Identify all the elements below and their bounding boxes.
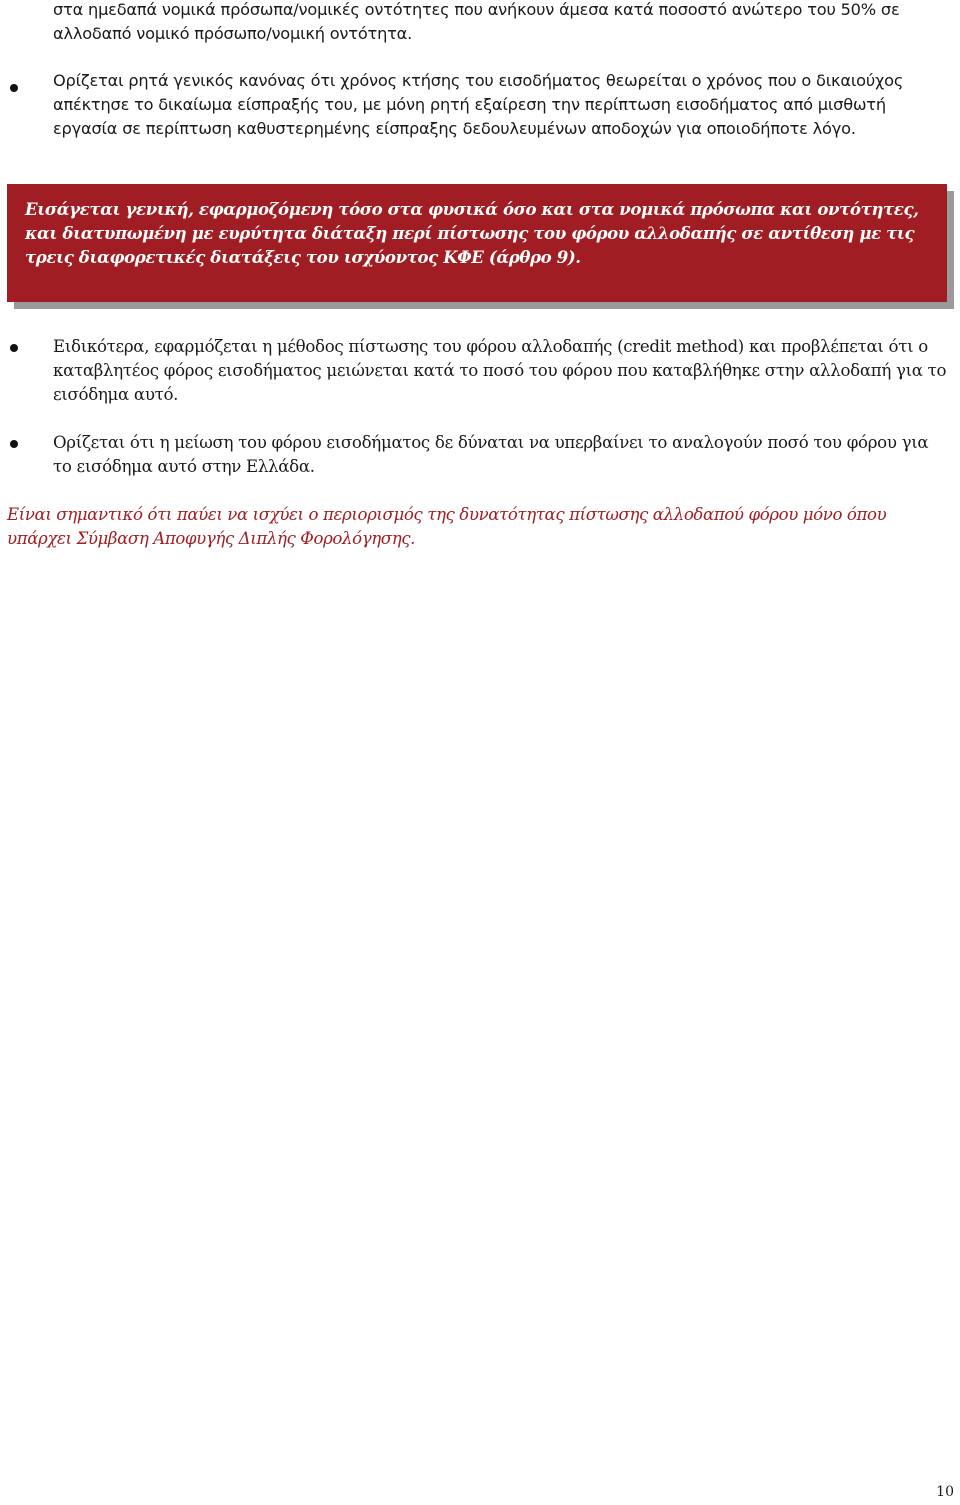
- continuation-paragraph: στα ημεδαπά νομικά πρόσωπα/νομικές οντότητες που ανήκουν άμεσα κατά ποσοστό ανώτερο του 50% σε αλλοδαπό νομικό πρόσωπο/νομική οντότητα.: [53, 0, 900, 43]
- bullet-icon: [10, 344, 18, 352]
- bullet-text: Ορίζεται ότι η μείωση του φόρου εισοδήματος δε δύναται να υπερβαίνει το αναλογούν ποσό του φόρου για το εισόδημα αυτό στην Ελλάδα.: [53, 433, 929, 476]
- page-number: 10: [936, 1484, 954, 1500]
- callout-text: Εισάγεται γενική, εφαρμοζόμενη τόσο στα φυσικά όσο και στα νομικά πρόσωπα και οντότητες, και διατυπωμένη με ευρύτητα διάταξη περί πίστωσης του φόρου αλλοδαπής σε αντίθεση με τις τρεις διαφορετικές διατάξεις του ισχύοντος ΚΦΕ (άρθρο 9).: [25, 199, 919, 267]
- bullet-icon: [10, 440, 18, 448]
- bullet-text: Ορίζεται ρητά γενικός κανόνας ότι χρόνος κτήσης του εισοδήματος θεωρείται ο χρόνος που ο δικαιούχος απέκτησε το δικαίωμα είσπραξής του, με μόνη ρητή εξαίρεση την περίπτωση εισοδήματος από μισθωτή εργασία σε περίπτωση καθυστερημένης είσπραξης δεδουλευμένων αποδοχών για οποιοδήποτε λόγο.: [53, 71, 904, 138]
- important-note: Είναι σημαντικό ότι παύει να ισχύει ο περιορισμός της δυνατότητας πίστωσης αλλοδαπού φόρου μόνο όπου υπάρχει Σύμβαση Αποφυγής Διπλής Φορολόγησης.: [7, 505, 887, 548]
- bullet-icon: [10, 84, 18, 92]
- bullet-text: Ειδικότερα, εφαρμόζεται η μέθοδος πίστωσης του φόρου αλλοδαπής (credit method) και προβλέπεται ότι ο καταβλητέος φόρος εισοδήματος μειώνεται κατά το ποσό του φόρου που καταβλήθηκε στην αλλοδαπή για το εισόδημα αυτό.: [53, 337, 947, 404]
- highlight-callout: [7, 184, 947, 302]
